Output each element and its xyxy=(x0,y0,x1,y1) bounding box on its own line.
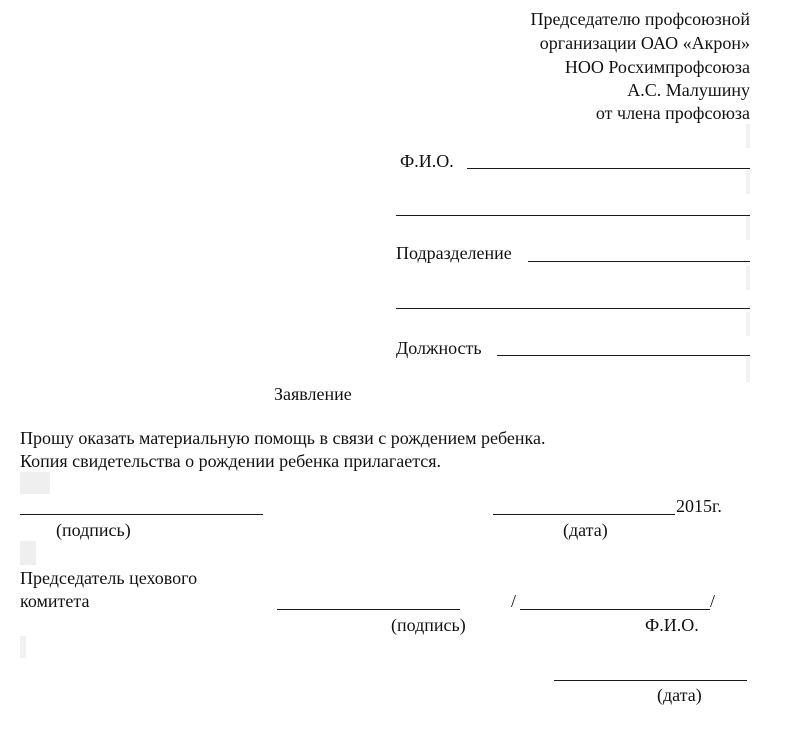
addressee-line-5: от члена профсоюза xyxy=(595,103,750,123)
scan-artifact xyxy=(746,124,750,148)
committee-slash-left: / xyxy=(511,591,517,611)
fio-continuation-line[interactable] xyxy=(396,215,750,216)
addressee-line-2: организации ОАО «Акрон» xyxy=(539,33,750,53)
applicant-signature-caption: (подпись) xyxy=(56,520,131,540)
committee-slash-right: / xyxy=(710,591,716,611)
document-title: Заявление xyxy=(274,384,352,404)
year-suffix: 2015г. xyxy=(676,496,722,516)
body-line-1: Прошу оказать материальную помощь в связи с рождением ребенка. xyxy=(20,428,546,448)
fio-blank-line[interactable] xyxy=(467,168,750,169)
scan-artifact xyxy=(746,216,750,240)
scan-artifact xyxy=(746,312,750,336)
committee-label-line-2: комитета xyxy=(20,591,90,611)
committee-signature-line[interactable] xyxy=(277,609,460,610)
position-blank-line[interactable] xyxy=(497,355,750,356)
applicant-signature-line[interactable] xyxy=(20,514,263,515)
position-label: Должность xyxy=(396,338,482,358)
committee-date-caption: (дата) xyxy=(657,685,702,705)
committee-date-line[interactable] xyxy=(554,680,747,681)
committee-fio-caption: Ф.И.О. xyxy=(645,615,699,635)
fio-label: Ф.И.О. xyxy=(400,151,454,171)
scan-artifact xyxy=(746,266,750,290)
applicant-date-caption: (дата) xyxy=(563,520,608,540)
scan-artifact xyxy=(746,170,750,194)
scan-artifact xyxy=(20,541,36,565)
scan-artifact xyxy=(20,472,50,494)
body-line-2: Копия свидетельства о рождении ребенка прилагается. xyxy=(20,451,442,471)
scan-artifact xyxy=(746,358,750,382)
addressee-line-1: Председателю профсоюзной xyxy=(530,9,750,29)
division-label: Подразделение xyxy=(396,243,512,263)
committee-label-line-1: Председатель цехового xyxy=(20,568,198,588)
division-blank-line[interactable] xyxy=(528,261,750,262)
committee-signature-caption: (подпись) xyxy=(391,615,466,635)
addressee-line-3: НОО Росхимпрофсоюза xyxy=(564,57,750,77)
division-continuation-line[interactable] xyxy=(396,308,750,309)
addressee-line-4: А.С. Малушину xyxy=(627,80,750,100)
committee-fio-line[interactable] xyxy=(520,609,710,610)
scan-artifact xyxy=(20,636,26,658)
applicant-date-line[interactable] xyxy=(493,514,675,515)
